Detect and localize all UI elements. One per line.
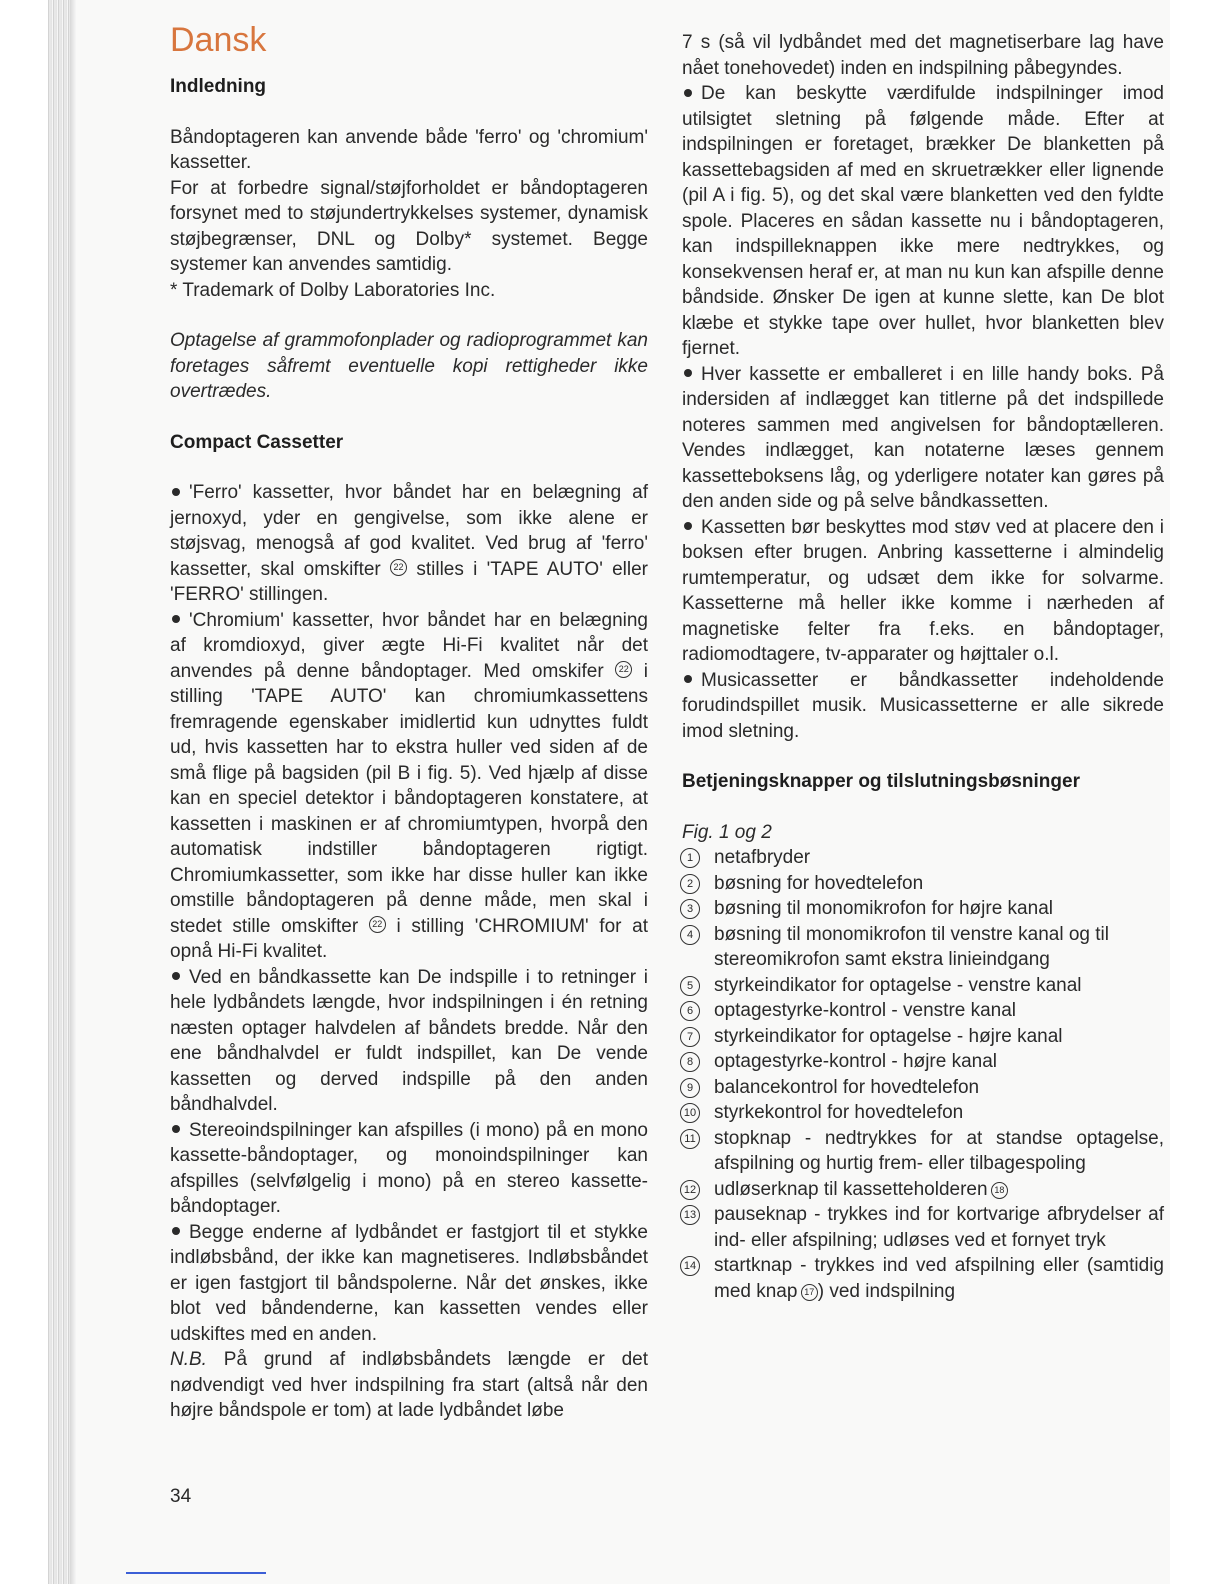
number-3-icon: 3: [680, 899, 700, 919]
number-6-icon: 6: [680, 1001, 700, 1021]
figure-reference: Fig. 1 og 2: [682, 821, 772, 843]
bullet-icon: [172, 1125, 180, 1133]
controls-heading: Betjeningsknapper og tilslutningsbøsninger: [682, 771, 1080, 792]
intro-paragraph-1: Båndoptageren kan anvende både 'ferro' og 'chromium' kassetter.: [170, 126, 648, 173]
number-13-icon: 13: [680, 1205, 700, 1225]
number-12-icon: 12: [680, 1180, 700, 1200]
control-item: 11 stopknap - nedtrykkes for at standse optagelse, afspilning og hurtig frem- eller tilbagespoling: [682, 1126, 1164, 1177]
number-8-icon: 8: [680, 1052, 700, 1072]
bullet-icon: [684, 369, 692, 377]
control-item: 10 styrkekontrol for hovedtelefon: [682, 1100, 1164, 1126]
control-item: 4 bøsning til monomikrofon til venstre kanal og til stereomikrofon samt ekstra linieindgang: [682, 922, 1164, 973]
number-11-icon: 11: [680, 1129, 700, 1149]
book-spine: [0, 0, 48, 1584]
ref-22-icon: 22: [369, 916, 386, 933]
intro-heading: Indledning: [170, 76, 267, 97]
intro-paragraph-2: For at forbedre signal/støjforholdet er båndoptageren forsynet med to støjundertrykkelses systemer, dynamisk støjbegrænser, DNL og Dolby* systemet. Begge systemer kan anvendes samtidig.: [170, 177, 648, 275]
bullet-protect: De kan beskytte værdifulde indspilninger imod utilsigtet sletning på følgende måde. Efter at indspilningen er foretaget, brækker De blanketten på kassettebagsiden af med en skruetrækker eller lignende (pil A i fig. 5), og det skal være blanketten ved den fyldte spole. Placeres en sådan kassette nu i båndoptageren, kan indspilleknappen ikke mere nedtrykkes, og konsekvensen heraf er, at man nu kun kan afspille denne båndside. Ønsker De igen at kunne slette, kan De blot klæbe et stykke tape over hullet, hvor blanketten blev fjernet.: [682, 83, 1164, 359]
bullet-box: Hver kassette er emballeret i en lille handy boks. På indersiden af indlægget kan titlerne på det indspillede noteres sammen med angivelsen for båndoptælleren. Vendes indlægget, kan notaterne læses gennem kassetteboksens låg, og yderligere notater kan gøres på den anden side og på selve båndkassetten.: [682, 363, 1164, 512]
bullet-icon: [172, 615, 180, 623]
bullet-ferro: 'Ferro' kassetter, hvor båndet har en belægning af jernoxyd, yder en gengivelse, som ikke alene er støjsvag, menogså af god kvalitet. Ved brug af 'ferro' kassetter, skal omskifter 22 stilles i 'TAPE AUTO' eller 'FERRO' stillingen.: [170, 482, 649, 605]
left-column: [170, 18, 648, 1424]
number-14-icon: 14: [680, 1256, 700, 1276]
control-item: 7 styrkeindikator for optagelse - højre kanal: [682, 1024, 1164, 1050]
number-4-icon: 4: [680, 925, 700, 945]
continued-paragraph: 7 s (så vil lydbåndet med det magnetiserbare lag have nået tonehovedet) inden en indspilning påbegyndes.: [682, 32, 1164, 79]
nb-note: N.B. På grund af indløbsbåndets længde er det nødvendigt ved hver indspilning fra start (altså når den højre båndspole er tom) at lade lydbåndet løbe: [170, 1349, 649, 1421]
control-item: 13 pauseknap - trykkes ind for kortvarige afbrydelser af ind- eller afspilning; udløses ved et fornyet tryk: [682, 1202, 1164, 1253]
ref-17-icon: 17: [801, 1284, 818, 1301]
control-item: 12 udløserknap til kassetteholderen 18: [682, 1177, 1164, 1203]
control-item: 6 optagestyrke-kontrol - venstre kanal: [682, 998, 1164, 1024]
ref-22-icon: 22: [615, 661, 632, 678]
number-7-icon: 7: [680, 1027, 700, 1047]
control-item: 9 balancekontrol for hovedtelefon: [682, 1075, 1164, 1101]
bullet-storage: Kassetten bør beskyttes mod støv ved at placere den i boksen efter brugen. Anbring kassetterne i almindelig rumtemperatur, og udsæt dem ikke for solvarme. Kassetterne må heller ikke komme i nærheden af magnetiske felter fra f.eks. en båndoptager, radiomodtagere, tv-apparater og højttaler o.l.: [682, 516, 1164, 665]
control-item: 1 netafbryder: [682, 845, 1164, 871]
control-item: 8 optagestyrke-kontrol - højre kanal: [682, 1049, 1164, 1075]
bullet-icon: [684, 675, 692, 683]
number-10-icon: 10: [680, 1103, 700, 1123]
bullet-stereo-mono: Stereoindspilninger kan afspilles (i mono) på en mono kassette-båndoptager, og monoindspilninger kan afspilles (selvfølgelig i mono) på en stereo kassette-båndoptager.: [170, 1119, 648, 1217]
number-5-icon: 5: [680, 976, 700, 996]
page-stack-edge: [48, 0, 76, 1584]
bullet-musicassette: Musicassetter er båndkassetter indeholdende forudindspillet musik. Musicassetterne er alle sikrede imod sletning.: [682, 669, 1164, 742]
right-margin: [1170, 0, 1224, 1584]
ref-18-icon: 18: [991, 1182, 1008, 1199]
bottom-rule: [126, 1572, 266, 1574]
ref-22-icon: 22: [390, 559, 407, 576]
number-2-icon: 2: [680, 874, 700, 894]
bullet-icon: [172, 972, 180, 980]
bullet-icon: [172, 488, 180, 496]
bullet-icon: [684, 89, 692, 97]
number-9-icon: 9: [680, 1078, 700, 1098]
control-item: 5 styrkeindikator for optagelse - venstre kanal: [682, 973, 1164, 999]
page-title: Dansk: [170, 21, 267, 59]
control-item: 14 startknap - trykkes ind ved afspilning eller (samtidig med knap 17 ) ved indspilning: [682, 1253, 1164, 1304]
compact-heading: Compact Cassetter: [170, 431, 344, 453]
bullet-two-directions: Ved en båndkassette kan De indspille i to retninger i hele lydbåndets længde, hvor indspilningen i én retning næsten optager halvdelen af båndets bredde. Når den ene båndhalvdel er fuldt indspillet, kan De vende kassetten og derved indspille på den anden båndhalvdel.: [170, 966, 648, 1115]
bullet-leader-tape: Begge enderne af lydbåndet er fastgjort til et stykke indløbsbånd, der ikke kan magnetiseres. Indløbsbåndet er igen fastgjort til båndspolerne. Når det ønskes, ikke blot ved båndenderne, kan kassetten vendes eller udskiftes med en anden.: [170, 1221, 648, 1345]
right-column: [682, 30, 1164, 1304]
copyright-note: Optagelse af grammofonplader og radioprogrammet kan foretages såfremt eventuelle kopi rettigheder ikke overtrædes.: [170, 330, 648, 402]
trademark-note: * Trademark of Dolby Laboratories Inc.: [170, 279, 496, 301]
bullet-icon: [684, 522, 692, 530]
bullet-chromium: 'Chromium' kassetter, hvor båndet har en belægning af kromdioxyd, giver ægte Hi-Fi kvalitet når det anvendes på denne båndoptager. Med omskifer 22 i stilling 'TAPE AUTO' kan chromiumkassettens fremragende egenskaber imidlertid kun udnyttes fuldt ud, hvis kassetten har to ekstra huller ved siden af de små flige på bagsiden (pil B i fig. 5). Ved hjælp af disse kan en speciel detektor i båndoptageren konstatere, at kassetten i maskinen er af chromiumtypen, hvorpå den automatisk indstiller båndoptageren rigtigt. Chromiumkassetter, som ikke har disse huller kan ikke omstille båndoptageren på denne måde, men skal i stedet stille omskifter 22 i stilling 'CHROMIUM' for at opnå Hi-Fi kvalitet.: [170, 609, 648, 962]
control-item: 3 bøsning til monomikrofon for højre kanal: [682, 896, 1164, 922]
control-item: 2 bøsning for hovedtelefon: [682, 871, 1164, 897]
number-1-icon: 1: [680, 848, 700, 868]
bullet-icon: [172, 1227, 180, 1235]
page-number: 34: [170, 1486, 192, 1507]
